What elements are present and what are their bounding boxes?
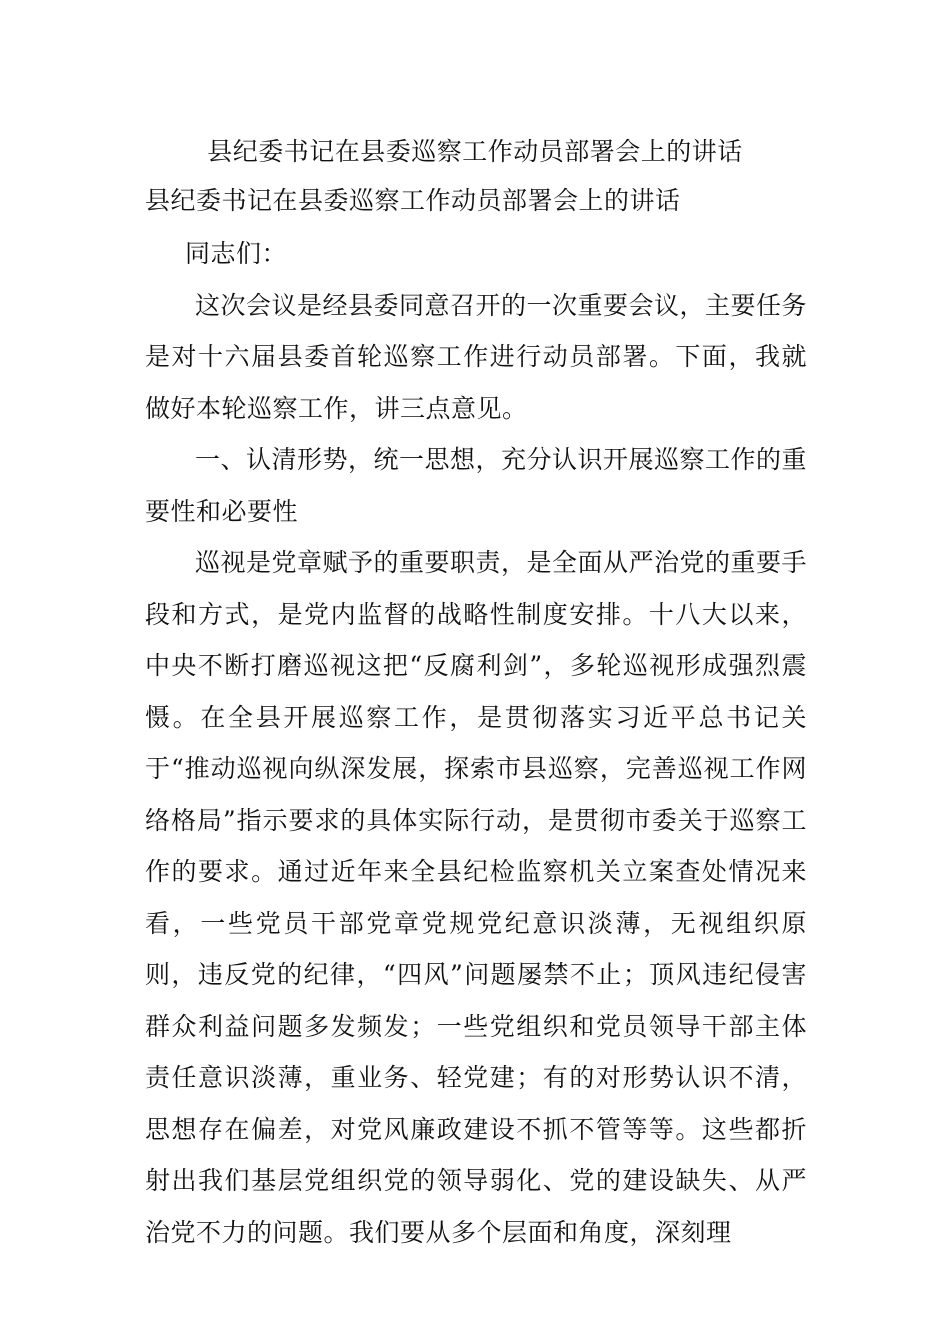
document-subtitle: 县纪委书记在县委巡察工作动员部署会上的讲话: [145, 186, 681, 215]
salutation: 同志们：: [185, 239, 288, 268]
document-body: [145, 228, 807, 1258]
section-heading-1: 一、认清形势，统一思想，充分认识开展巡察工作的重要性和必要性: [145, 445, 808, 526]
paragraph-intro: 这次会议是经县委同意召开的一次重要会议，主要任务是对十六届县委首轮巡察工作进行动员部署。下面，我就做好本轮巡察工作，讲三点意见。: [145, 290, 808, 423]
paragraph-body: 巡视是党章赋予的重要职责，是全面从严治党的重要手段和方式，是党内监督的战略性制度安排。十八大以来，中央不断打磨巡视这把“反腐利剑”，多轮巡视形成强烈震慑。在全县开展巡察工作，是贯彻落实习近平总书记关于“推动巡视向纵深发展，探索市县巡察，完善巡视工作网络格局”指示要求的具体实际行动，是贯彻市委关于巡察工作的要求。通过近年来全县纪检监察机关立案查处情况来看，一些党员干部党章党规党纪意识淡薄，无视组织原则，违反党的纪律，“四风”问题屡禁不止；顶风违纪侵害群众利益问题多发频发；一些党组织和党员领导干部主体责任意识淡薄，重业务、轻党建；有的对形势认识不清，思想存在偏差，对党风廉政建设不抓不管等等。这些都折射出我们基层党组织党的领导弱化、党的建设缺失、从严治党不力的问题。我们要从多个层面和角度，深刻理: [145, 548, 808, 1247]
document-title: 县纪委书记在县委巡察工作动员部署会上的讲话: [207, 137, 743, 166]
